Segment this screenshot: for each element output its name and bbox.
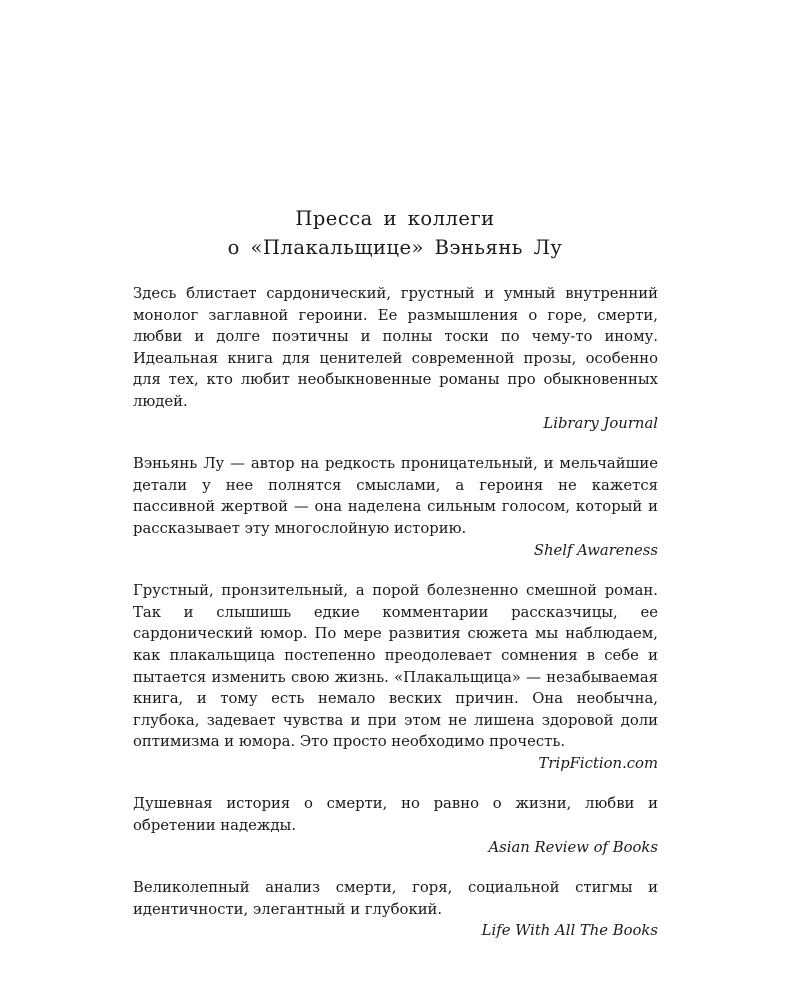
quote-source: Shelf Awareness	[533, 541, 658, 559]
press-quote	[133, 793, 658, 858]
quote-text: Здесь блистает сардонический, грустный и умный внутренний монолог заглавной героини. Ее размышления о горе, смерти, любви и долге поэтичны и полны тоски по чему-то иному. Идеальная книга для ценителей современной прозы, особенно для тех, кто любит необыкновенные романы про обыкновенных людей.	[133, 285, 658, 410]
page-heading	[120, 204, 670, 262]
quote-source: Asian Review of Books	[488, 838, 658, 856]
press-quote	[133, 877, 658, 942]
quote-text: Вэньянь Лу — автор на редкость проницательный, и мельчайшие детали у нее полнятся смыслами, а героиня не кажется пассивной жертвой — она наделена сильным голосом, который и рассказывает эту многослойную историю.	[133, 455, 658, 537]
heading-line-2: о «Плакальщице» Вэньянь Лу	[227, 236, 563, 259]
press-quote	[133, 283, 658, 434]
quote-source: TripFiction.com	[538, 754, 658, 772]
heading-line-1: Пресса и коллеги	[295, 207, 495, 230]
quote-text: Великолепный анализ смерти, горя, социальной стигмы и идентичности, элегантный и глубокий.	[133, 879, 658, 918]
quote-source: Library Journal	[543, 414, 658, 432]
press-quotes	[133, 283, 658, 961]
press-quote	[133, 580, 658, 774]
quote-text: Душевная история о смерти, но равно о жизни, любви и обретении надежды.	[133, 795, 658, 835]
press-quote	[133, 453, 658, 561]
quote-text: Грустный, пронзительный, а порой болезненно смешной роман. Так и слышишь едкие комментарии рассказчицы, ее сардонический юмор. По мере развития сюжета мы наблюдаем, как плакальщица постепенно преодолевает сомнения в себе и пытается изменить свою жизнь. «Плакальщица» — незабываемая книга, и тому есть немало веских причин. Она необычна, глубока, задевает чувства и при этом не лишена здоровой доли оптимизма и юмора. Это просто необходимо прочесть.	[133, 582, 658, 751]
quote-source: Life With All The Books	[481, 922, 658, 940]
